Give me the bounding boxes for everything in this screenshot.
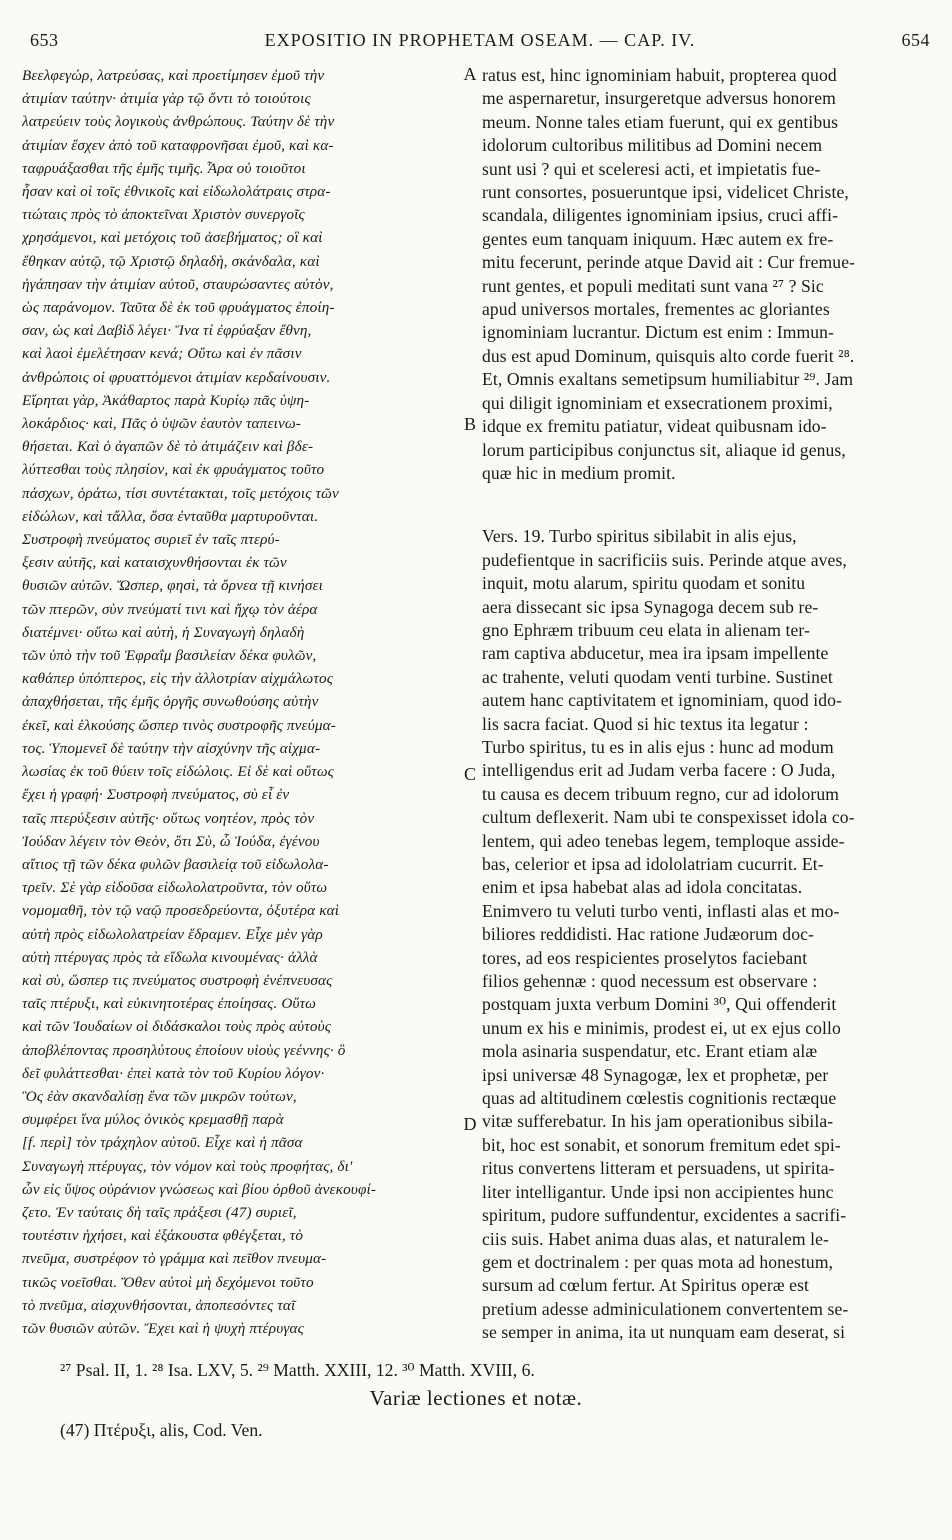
greek-line: νομομαθῆ, τὸν τῷ ναῷ προσεδρεύοντα, ὀξυτέρα καὶ bbox=[22, 902, 340, 920]
greek-line: τῶν πτερῶν, σὺν πνεύματί τινι καὶ ἤχῳ τὸν ἀέρα bbox=[22, 600, 318, 618]
greek-line: τουτέστιν ἠχήσει, καὶ ἐξάκουστα φθέγξεται, τὸ bbox=[22, 1227, 304, 1245]
latin-line: quæ hic in medium promit. bbox=[482, 462, 676, 483]
latin-line: ram captiva abducetur, mea ira ipsam impellente bbox=[482, 643, 829, 664]
greek-line: λωσίας ἐκ τοῦ θύειν τοῖς εἰδώλοις. Εἰ δὲ καὶ οὕτως bbox=[22, 763, 334, 781]
latin-line: intelligendus erit ad Judam verba facere : O Juda, bbox=[482, 760, 836, 781]
greek-line: ταῖς πτερύξεσιν αὐτῆς· οὕτως νοητέον, πρὸς τὸν bbox=[22, 809, 315, 827]
latin-line: mola asinaria suspendatur, etc. Erant etiam alæ bbox=[482, 1041, 818, 1062]
greek-line: δεῖ φυλάττεσθαι· ἐπεὶ κατὰ τὸν τοῦ Κυρίου λόγον· bbox=[22, 1064, 325, 1082]
greek-line: λύττεσθαι τοὺς πλησίον, καὶ ἐκ φρυάγματος τοῦτο bbox=[22, 461, 325, 479]
latin-line: vitæ sufferebatur. In his jam operationibus sibila- bbox=[482, 1111, 834, 1132]
latin-line: gentes eum tanquam iniquum. Hæc autem ex fre- bbox=[482, 228, 834, 249]
greek-line: θυσιῶν αὐτῶν. Ὥσπερ, φησὶ, τὰ ὄρνεα τῇ κινήσει bbox=[22, 577, 323, 595]
greek-line: ἀποβλέποντας προσηλύτους ἐποίουν υἱοὺς γεέννης· ὃ bbox=[22, 1041, 346, 1059]
greek-line: ἀπαχθήσεται, τῆς ἐμῆς ὀργῆς συνωθούσης αὐτὴν bbox=[22, 693, 319, 711]
latin-line: autem hanc captivitatem et ignominiam, quod ido- bbox=[482, 690, 842, 711]
latin-line: dus est apud Dominum, quisquis alto corde fuerit ²⁸. bbox=[482, 345, 855, 366]
latin-line: idolorum cultoribus militibus ad Domini necem bbox=[482, 135, 823, 156]
greek-line: τῶν θυσιῶν αὐτῶν. Ἔχει καὶ ἡ ψυχὴ πτέρυγας bbox=[22, 1319, 304, 1337]
latin-line: mitu fecerunt, perinde atque David ait : Cur fremue- bbox=[482, 252, 856, 273]
latin-line: idque ex fremitu patiatur, videat quibusnam ido- bbox=[482, 416, 827, 437]
greek-line: Συναγωγὴ πτέρυγας, τὸν νόμον καὶ τοὺς προφήτας, δι' bbox=[22, 1157, 353, 1175]
latin-line: scandala, diligentes ignominiam ipsius, cruci affi- bbox=[482, 205, 839, 226]
greek-line: Ἰούδαν λέγειν τὸν Θεὸν, ὅτι Σὺ, ὦ Ἰούδα, ἐγένου bbox=[22, 832, 320, 850]
greek-line: λοκάρδιος· καὶ, Πᾶς ὁ ὑψῶν ἑαυτὸν ταπεινω- bbox=[22, 415, 301, 433]
latin-line: ignominiam lucrantur. Dictum est enim : Immun- bbox=[482, 322, 835, 343]
greek-line: ὧν εἰς ὕψος οὐράνιον γνώσεως καὶ βίου ὀρθοῦ ἀνεκουφί- bbox=[22, 1180, 377, 1198]
greek-line: τῶν ὑπὸ τὴν τοῦ Ἐφραΐμ βασιλείαν δέκα φυλῶν, bbox=[22, 647, 317, 665]
latin-line: Turbo spiritus, tu es in alis ejus : hunc ad modum bbox=[482, 736, 834, 757]
latin-line: cultum deflexerit. Nam ubi te conspexisset idola co- bbox=[482, 807, 855, 828]
greek-column bbox=[22, 64, 458, 1340]
greek-line: Ὃς ἐὰν σκανδαλίσῃ ἕνα τῶν μικρῶν τούτων, bbox=[22, 1087, 297, 1105]
margin-marker-c: C bbox=[463, 764, 476, 784]
greek-line: τιώταις πρὸς τὸ ἀποκτεῖναι Χριστὸν συνεργοῖς bbox=[22, 206, 305, 224]
margin-marker-a: A bbox=[463, 64, 477, 84]
greek-line: συμφέρει ἵνα μύλος ὀνικὸς κρεμασθῇ παρὰ bbox=[22, 1111, 284, 1129]
greek-line: αἴτιος τῇ τῶν δέκα φυλῶν βασιλείᾳ τοῦ εἰδωλολα- bbox=[22, 855, 329, 873]
greek-line: Εἴρηται γὰρ, Ἀκάθαρτος παρὰ Κυρίῳ πᾶς ὑψη- bbox=[22, 391, 310, 409]
latin-line: Vers. 19. Turbo spiritus sibilabit in alis ejus, bbox=[482, 526, 797, 547]
latin-line: lorum participibus conjunctus sit, aliaque id genus, bbox=[482, 439, 846, 460]
latin-line: unum ex his e minimis, prodest ei, ut ex ejus collo bbox=[482, 1017, 841, 1038]
greek-line: πνεῦμα, συστρέφον τὸ γράμμα καὶ πεῖθον πνευμα- bbox=[22, 1250, 327, 1268]
greek-line: καὶ σὺ, ὥσπερ τις πνεύματος συστροφὴ ἐνέπνευσας bbox=[22, 971, 333, 989]
latin-line: biliores reddidisti. Hac ratione Judæorum doc- bbox=[482, 924, 814, 945]
greek-line: τικῶς νοεῖσθαι. Ὅθεν αὐτοὶ μὴ δεχόμενοι τοῦτο bbox=[22, 1273, 314, 1291]
greek-line: τρεῖν. Σὲ γὰρ εἰδοῦσα εἰδωλολατροῦντα, τὸν οὕτω bbox=[22, 879, 328, 897]
greek-line: τὸ πνεῦμα, αἰσχυνθήσονται, ἀποπεσόντες ταῖ bbox=[22, 1296, 296, 1314]
greek-line: αὐτὴ πτέρυγας πρὸς τὰ εἴδωλα κινουμένας· ἀλλὰ bbox=[22, 948, 318, 966]
latin-line: tores, ad eos respicientes proselytos faciebant bbox=[482, 947, 808, 968]
latin-line: filios gehennæ : quod necessum est observare : bbox=[482, 971, 818, 992]
greek-line: πάσχων, ὁράτω, τίσι συντέτακται, τοῖς μετόχοις τῶν bbox=[22, 484, 339, 502]
latin-line: meum. Nonne tales etiam fuerunt, qui ex gentibus bbox=[482, 111, 839, 132]
greek-line: ἔχει ἡ γραφή· Συστροφὴ πνεύματος, σὺ εἶ ἐν bbox=[22, 786, 290, 804]
greek-line: ἀνθρώποις οἱ φρυαττόμενοι ἀτιμίαν κερδαίνουσιν. bbox=[22, 368, 331, 386]
latin-line: inquit, motu alarum, spiritu quodam et sonitu bbox=[482, 573, 806, 594]
greek-line: Συστροφὴ πνεύματος συριεῖ ἐν ταῖς πτερύ- bbox=[22, 531, 280, 549]
latin-line: pretium adesse adminiculationem convertentem se- bbox=[482, 1298, 849, 1319]
greek-line: καθάπερ ὑπόπτερος, εἰς τὴν ἀλλοτρίαν αἰχμάλωτος bbox=[22, 670, 334, 688]
latin-line: ciis suis. Habet anima duas alas, et naturalem le- bbox=[482, 1228, 829, 1249]
page-header bbox=[30, 30, 930, 60]
greek-line: αὐτὴ πρὸς εἰδωλολατρείαν ἔδραμεν. Εἶχε μὲν γὰρ bbox=[22, 925, 323, 943]
latin-line: me aspernaretur, insurgeretque adversus honorem bbox=[482, 88, 836, 109]
latin-line: postquam juxta verbum Domini ³⁰, Qui offenderit bbox=[482, 994, 837, 1015]
page-number-left: 653 bbox=[30, 30, 59, 50]
greek-line: εἰδώλων, καὶ τἄλλα, ὅσα ἐνταῦθα μαρτυροῦνται. bbox=[22, 507, 319, 525]
latin-line: bas, celerior et ipsa ad idololatriam cucurrit. Et- bbox=[482, 854, 824, 874]
greek-line: Βεελφεγώρ, λατρεύσας, καὶ προετίμησεν ἐμοῦ τὴν bbox=[22, 67, 325, 84]
latin-line: ratus est, hinc ignominiam habuit, propterea quod bbox=[482, 65, 837, 85]
greek-line: ταῖς πτέρυξι, καὶ εὐκινητοτέρας ἐποίησας. Οὕτω bbox=[22, 995, 317, 1013]
greek-line: λατρεύειν τοὺς λογικοὺς ἀνθρώπους. Ταύτην δὲ τὴν bbox=[22, 113, 335, 131]
latin-line: ac trahente, veluti quodam venti turbine. Sustinet bbox=[482, 666, 833, 687]
latin-line: runt gentes, et populi meditati sunt vana ²⁷ ? Sic bbox=[482, 275, 824, 296]
latin-line: Enimvero tu veluti turbo venti, inflasti alas et mo- bbox=[482, 900, 840, 921]
greek-line: ξεσιν αὐτῆς, καὶ καταισχυνθήσονται ἐκ τῶν bbox=[22, 554, 287, 572]
latin-line: Et, Omnis exaltans semetipsum humiliabitur ²⁹. Jam bbox=[482, 369, 854, 390]
running-title: EXPOSITIO IN PROPHETAM OSEAM. — CAP. IV. bbox=[264, 30, 696, 50]
latin-line: lis sacra faciat. Quod si hic textus ita legatur : bbox=[482, 713, 809, 734]
latin-line: qui diligit ignominiam et exsecrationem proximi, bbox=[482, 392, 833, 413]
greek-line: ἔθηκαν αὐτῷ, τῷ Χριστῷ δηλαδὴ, σκάνδαλα, καὶ bbox=[22, 252, 320, 270]
greek-line: καὶ τῶν Ἰουδαίων οἱ διδάσκαλοι τοὺς πρὸς αὐτοὺς bbox=[22, 1018, 332, 1036]
latin-line: pudefientque in sacrificiis suis. Perinde atque aves, bbox=[482, 549, 847, 570]
latin-line: gem et doctrinalem : per quas mota ad honestum, bbox=[482, 1251, 834, 1272]
latin-line: ipsi universæ 48 Synagogæ, lex et prophetæ, per bbox=[482, 1064, 829, 1085]
greek-line: ἀτιμίαν ἔσχεν ἀπὸ τοῦ καταφρονῆσαι ἐμοῦ, καὶ κα- bbox=[22, 136, 334, 154]
margin-marker-d: D bbox=[463, 1114, 477, 1134]
greek-line: διατέμνει· οὕτω καὶ αὐτὴ, ἡ Συναγωγὴ δηλαδὴ bbox=[22, 623, 305, 641]
latin-line: runt consortes, posueruntque ipsi, videlicet Christe, bbox=[482, 182, 849, 203]
latin-line: enim et ipsa habebat alas ad idola concitatas. bbox=[482, 877, 803, 898]
greek-line: ταφρυάξασθαι τῆς ἐμῆς τιμῆς. Ἆρα οὐ τοιοῦτοι bbox=[22, 159, 306, 177]
greek-line: καὶ λαοὶ ἐμελέτησαν κενά; Οὕτω καὶ ἐν πᾶσιν bbox=[22, 345, 302, 363]
latin-line: gno Ephræm tribuum ceu elata in alienam ter- bbox=[482, 619, 810, 640]
latin-line: spiritum, pudore suffundentur, excidentes a sacrifi- bbox=[482, 1205, 847, 1226]
latin-line: aera dissecant sic ipsa Synagoga decem sub re- bbox=[482, 596, 819, 617]
greek-line: ἐκεῖ, καὶ ἑλκούσης ὥσπερ τινὸς συστροφῆς πνεύμα- bbox=[22, 716, 336, 734]
greek-line: χρησάμενοι, καὶ μετόχοις τοῦ ἀσεβήματος; οἳ καὶ bbox=[22, 229, 323, 247]
variant-note: (47) Πτέρυξι, alis, Cod. Ven. bbox=[60, 1420, 263, 1440]
latin-line: apud universos mortales, frementes ac gloriantes bbox=[482, 299, 830, 320]
latin-line: sunt usi ? qui et sceleresi acti, et impietatis fue- bbox=[482, 158, 821, 179]
page-number-right: 654 bbox=[901, 30, 930, 50]
latin-line: sursum ad cœlum fertur. At Spiritus operæ est bbox=[482, 1275, 810, 1296]
latin-line: ritus convertens litteram et persuadens, ut spirita- bbox=[482, 1158, 835, 1179]
greek-line: ὡς παράνομον. Ταῦτα δὲ ἐκ τοῦ φρυάγματος ἐποίη- bbox=[22, 299, 335, 317]
latin-line: se semper in anima, ita ut nunquam eam deserat, si bbox=[482, 1322, 846, 1343]
latin-column bbox=[482, 64, 920, 1345]
greek-line: [f. περὶ] τὸν τράχηλον αὐτοῦ. Εἶχε καὶ ἡ πᾶσα bbox=[22, 1134, 303, 1152]
greek-line: ἀτιμίαν ταύτην· ἀτιμία γὰρ τῷ ὄντι τὸ τοιούτοις bbox=[22, 90, 311, 108]
latin-line: quas ad altitudinem cœlestis cognitionis rectæque bbox=[482, 1088, 837, 1109]
footnotes: ²⁷ Psal. II, 1. ²⁸ Isa. LXV, 5. ²⁹ Matth. XXIII, 12. ³⁰ Matth. XVIII, 6. bbox=[60, 1360, 535, 1380]
greek-line: ἦσαν καὶ οἱ τοῖς ἐθνικοῖς καὶ εἰδωλολάτραις στρα- bbox=[22, 183, 331, 201]
greek-line: ζετο. Ἐν ταύταις δὴ ταῖς πράξεσι (47) συριεῖ, bbox=[22, 1203, 297, 1221]
greek-line: θήσεται. Καὶ ὁ ἀγαπῶν δὲ τὸ ἀτιμάζειν καὶ βδε- bbox=[22, 438, 314, 456]
greek-line: τος. Ὑπομενεῖ δὲ ταύτην τὴν αἰσχύνην τῆς αἰχμα- bbox=[22, 739, 321, 757]
latin-line: tu causa es decem tribuum regno, cur ad idolorum bbox=[482, 783, 840, 804]
greek-line: ἠγάπησαν τὴν ἀτιμίαν αὐτοῦ, σταυρώσαντες αὐτὸν, bbox=[22, 275, 334, 293]
latin-line: liter intelligantur. Unde ipsi non accipientes hunc bbox=[482, 1181, 834, 1202]
margin-marker-b: B bbox=[463, 414, 476, 434]
variants-heading: Variæ lectiones et notæ. bbox=[369, 1386, 583, 1410]
latin-line: bit, hoc est sonabit, et sonorum fremitum edet spi- bbox=[482, 1134, 841, 1155]
latin-line: lentem, qui adeo tenebas legem, temploque asside- bbox=[482, 830, 845, 851]
greek-line: σαν, ὡς καὶ Δαβὶδ λέγει· Ἵνα τί ἐφρύαξαν ἔθνη, bbox=[22, 322, 312, 340]
